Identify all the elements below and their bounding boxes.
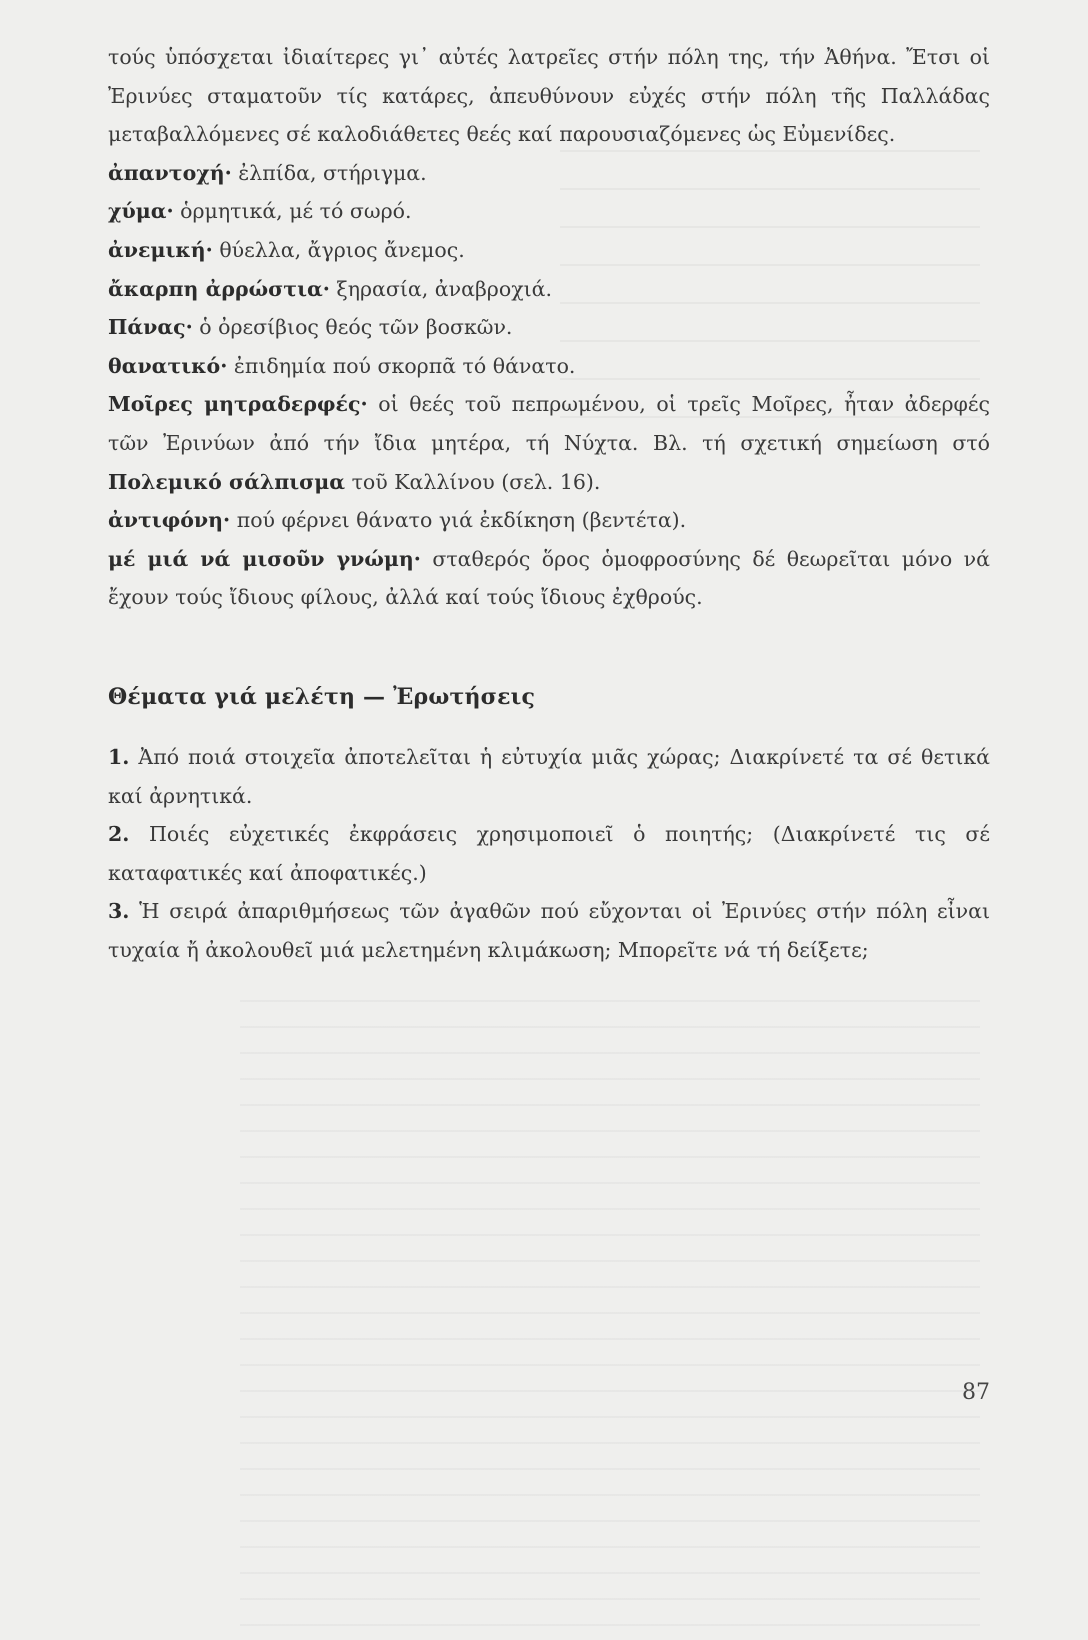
page-number: 87: [962, 1380, 990, 1405]
glossary-entry: [108, 501, 990, 540]
question-text: Ἀπό ποιά στοιχεῖα ἀποτελεῖται ἡ εὐτυχία μιᾶς χώρας; Διακρίνετέ τα σέ θετικά καί ἀρνητικά.: [108, 745, 990, 808]
glossary-definition: ὁρμητικά, μέ τό σωρό.: [173, 199, 412, 224]
glossary-term: ἄκαρπη ἀρρώστια·: [108, 276, 330, 301]
question-number: 2.: [108, 822, 130, 847]
glossary-term: μέ μιά νά μισοῦν γνώμη·: [108, 546, 421, 571]
glossary-entry: [108, 192, 990, 231]
show-through-texture-lower: [240, 1000, 980, 1640]
glossary-definition: οἱ θεές τοῦ πεπρωμένου, οἱ τρεῖς Μοῖρες, ἦταν ἀδερφές τῶν Ἐρινύων ἀπό τήν ἴδια μητέρα, τή Νύχτα. Βλ. τή σχετική σημείωση στό: [108, 392, 990, 455]
glossary-definition-end: τοῦ Καλλίνου (σελ. 16).: [345, 469, 601, 494]
glossary-definition: ὁ ὀρεσίβιος θεός τῶν βοσκῶν.: [192, 315, 513, 340]
glossary-term: χύμα·: [108, 199, 174, 224]
cross-reference-title: Πολεμικό σάλπισμα: [108, 469, 346, 494]
glossary-term: ἀντιφόνη·: [108, 508, 231, 533]
glossary-entry: [108, 270, 990, 309]
question-item: [108, 892, 990, 969]
glossary-term: Μοῖρες μητραδερφές·: [108, 392, 368, 417]
glossary-definition: ἐλπίδα, στήριγμα.: [231, 160, 427, 185]
section-heading: Θέματα γιά μελέτη — Ἐρωτήσεις: [108, 684, 536, 710]
glossary-term: ἀνεμική·: [108, 237, 213, 262]
intro-paragraph: τούς ὑπόσχεται ἰδιαίτερες γι᾽ αὐτές λατρεῖες στήν πόλη της, τήν Ἀθήνα. Ἔτσι οἱ Ἐρινύες σταματοῦν τίς κατάρες, ἀπευθύνουν εὐχές στήν πόλη τῆς Παλλάδας μεταβαλλόμενες σέ καλοδιάθετες θεές καί παρουσιαζόμενες ὡς Εὐμενίδες.: [108, 45, 990, 147]
glossary-definition: πού φέρνει θάνατο γιά ἐκδίκηση (βεντέτα).: [230, 508, 687, 533]
glossary-entry: [108, 347, 990, 386]
glossary-definition: ξηρασία, ἀναβροχιά.: [329, 276, 553, 301]
question-text: Ἡ σειρά ἀπαριθμήσεως τῶν ἀγαθῶν πού εὔχονται οἱ Ἐρινύες στήν πόλη εἶναι τυχαία ἤ ἀκολουθεῖ μιά μελετημένη κλιμάκωση; Μπορεῖτε νά τή δείξετε;: [108, 899, 990, 962]
glossary-term: Πάνας·: [108, 315, 193, 340]
glossary-entry: [108, 540, 990, 617]
question-number: 1.: [108, 745, 130, 769]
glossary-entry: [108, 308, 990, 347]
question-number: 3.: [108, 899, 130, 924]
question-item: [108, 738, 990, 815]
glossary-entry: [108, 154, 990, 193]
glossary-term: θανατικό·: [108, 353, 228, 378]
question-text: Ποιές εὐχετικές ἐκφράσεις χρησιμοποιεῖ ὁ ποιητής; (Διακρίνετέ τις σέ καταφατικές καί ἀποφατικές.): [108, 822, 990, 885]
glossary-definition: σταθερός ὅρος ὁμοφροσύνης δέ θεωρεῖται μόνο νά ἔχουν τούς ἴδιους φίλους, ἀλλά καί τούς ἴδιους ἐχθρούς.: [108, 546, 990, 610]
glossary-definition: ἐπιδημία πού σκορπᾶ τό θάνατο.: [227, 353, 576, 378]
glossary-term: ἀπαντοχή·: [108, 160, 232, 185]
glossary-entry: [108, 231, 990, 270]
question-item: [108, 815, 990, 892]
questions-block: [108, 738, 990, 970]
notes-block: [108, 38, 990, 617]
glossary-entry: [108, 385, 990, 501]
glossary-definition: θύελλα, ἄγριος ἄνεμος.: [212, 237, 465, 262]
